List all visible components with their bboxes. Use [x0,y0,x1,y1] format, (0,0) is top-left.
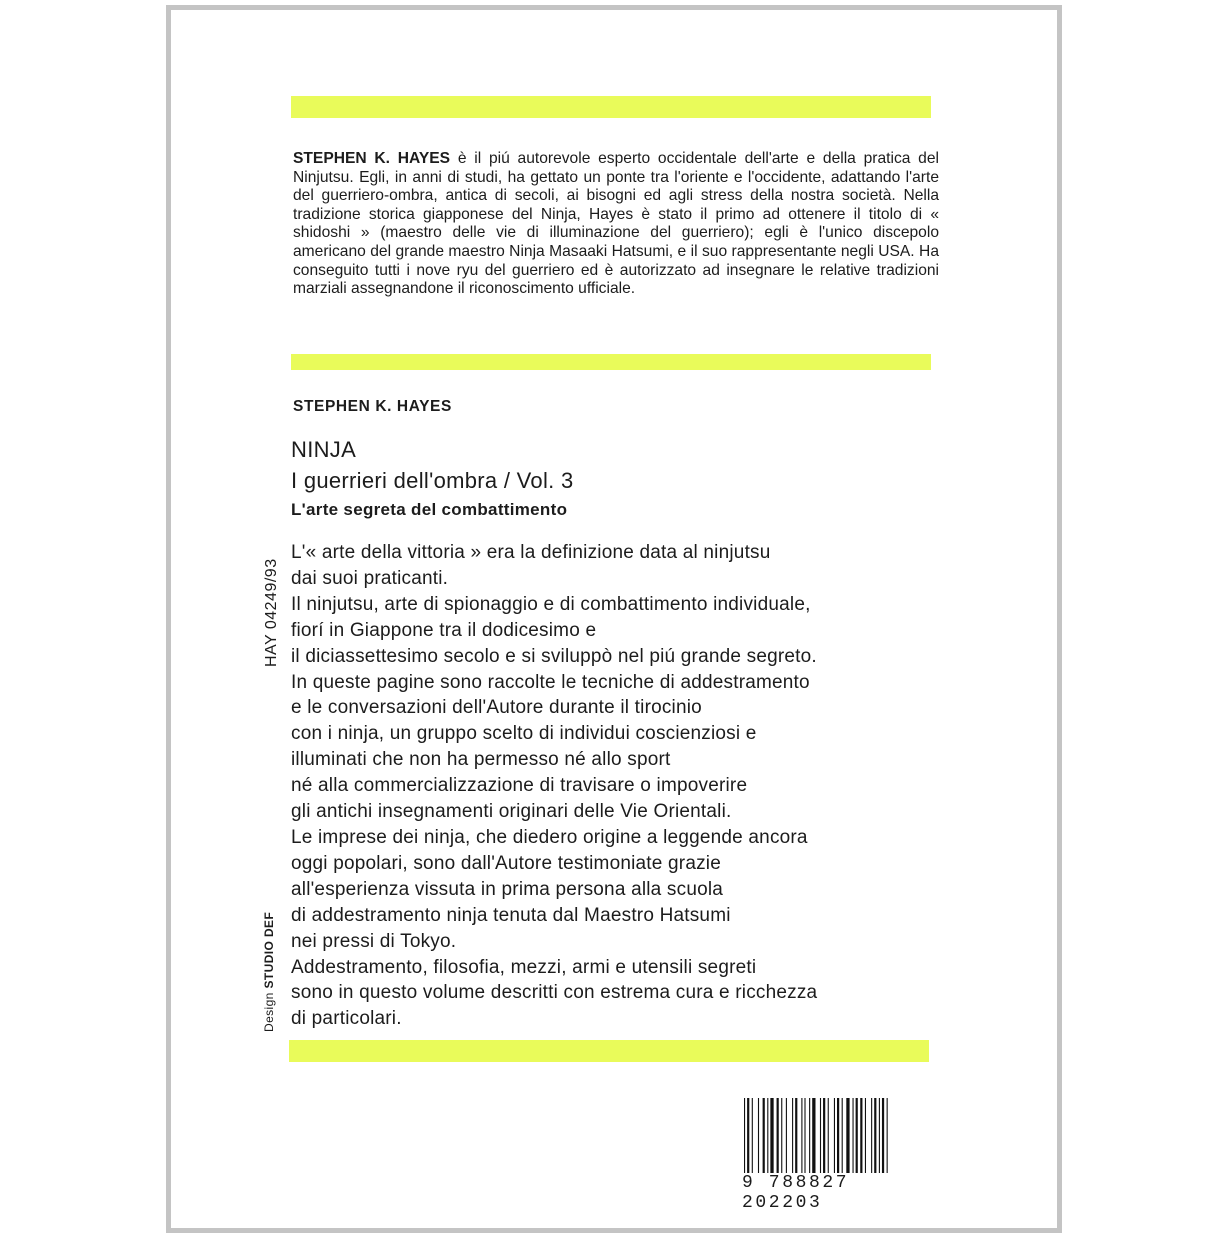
blurb-line: e le conversazioni dell'Autore durante il tirocinio [291,697,702,719]
title-line-1: NINJA [291,437,357,462]
author-bio [293,150,939,299]
design-studio: STUDIO DEF [262,911,276,989]
blurb-line: né alla commercializzazione di travisare o impoverire [291,775,748,797]
blurb-line: con i ninja, un gruppo scelto di individui coscienziosi e [291,723,757,745]
blurb-line: fiorí in Giappone tra il dodicesimo e [291,619,597,641]
blurb-line: oggi popolari, sono dall'Autore testimoniate grazie [291,852,721,874]
blurb-line: In queste pagine sono raccolte le tecniche di addestramento [291,671,810,693]
blurb-line: all'esperienza vissuta in prima persona alla scuola [291,878,724,900]
bottom-accent-band [289,1040,929,1062]
middle-accent-band [291,354,931,370]
blurb-line: nei pressi di Tokyo. [291,930,457,952]
blurb-line: Il ninjutsu, arte di spionaggio e di combattimento individuale, [291,593,811,615]
design-credit [262,912,276,1032]
book-title-block [291,435,574,523]
blurb-line: Addestramento, filosofia, mezzi, armi e utensili segreti [291,956,757,978]
bio-text: è il piú autorevole esperto occidentale dell'arte e della pratica del Ninjutsu. Egli, in anni di studi, ha gettato un ponte tra l'oriente e l'occidente, adattando l'arte del guerriero-ombra, antica di secoli, ai bisogni ed agli stress della nostra società. Nella tradizione storica giapponese del Ninja, Hayes è stato il primo ad ottenere il titolo di « shidoshi » (maestro delle vie di illuminazione del guerriero); egli è l'unico discepolo americano del grande maestro Ninja Masaaki Hatsumi, e il suo rappresentante negli USA. Ha conseguito tutti i nove ryu del guerriero ed è autorizzato ad insegnare le relative tradizioni marziali assegnandone il riconoscimento ufficiale. [293,150,939,298]
top-accent-band [291,96,931,118]
blurb-line: Le imprese dei ninja, che diedero origine a leggende ancora [291,826,808,848]
design-label: Design [262,992,276,1032]
book-back-cover [166,5,1062,1233]
blurb-line: di particolari. [291,1008,402,1030]
bio-author-name: STEPHEN K. HAYES [293,150,451,167]
blurb-line: di addestramento ninja tenuta dal Maestro Hatsumi [291,904,731,926]
catalog-code: HAY 04249/93 [263,558,280,667]
blurb-line: sono in questo volume descritti con estrema cura e ricchezza [291,982,818,1004]
isbn-digits: 9 788827 202203 [742,1173,942,1213]
author-name: STEPHEN K. HAYES [293,398,452,415]
blurb-line: illuminati che non ha permesso né allo sport [291,749,671,771]
blurb-line: dai suoi praticanti. [291,567,449,589]
title-line-2: I guerrieri dell'ombra / Vol. 3 [291,468,574,493]
blurb-line: il diciassettesimo secolo e si sviluppò nel piú grande segreto. [291,645,817,667]
blurb-text [291,540,817,1032]
blurb-line: gli antichi insegnamenti originari delle Vie Orientali. [291,801,732,823]
blurb-line: L'« arte della vittoria » era la definizione data al ninjutsu [291,542,771,563]
book-subtitle: L'arte segreta del combattimento [291,500,568,519]
